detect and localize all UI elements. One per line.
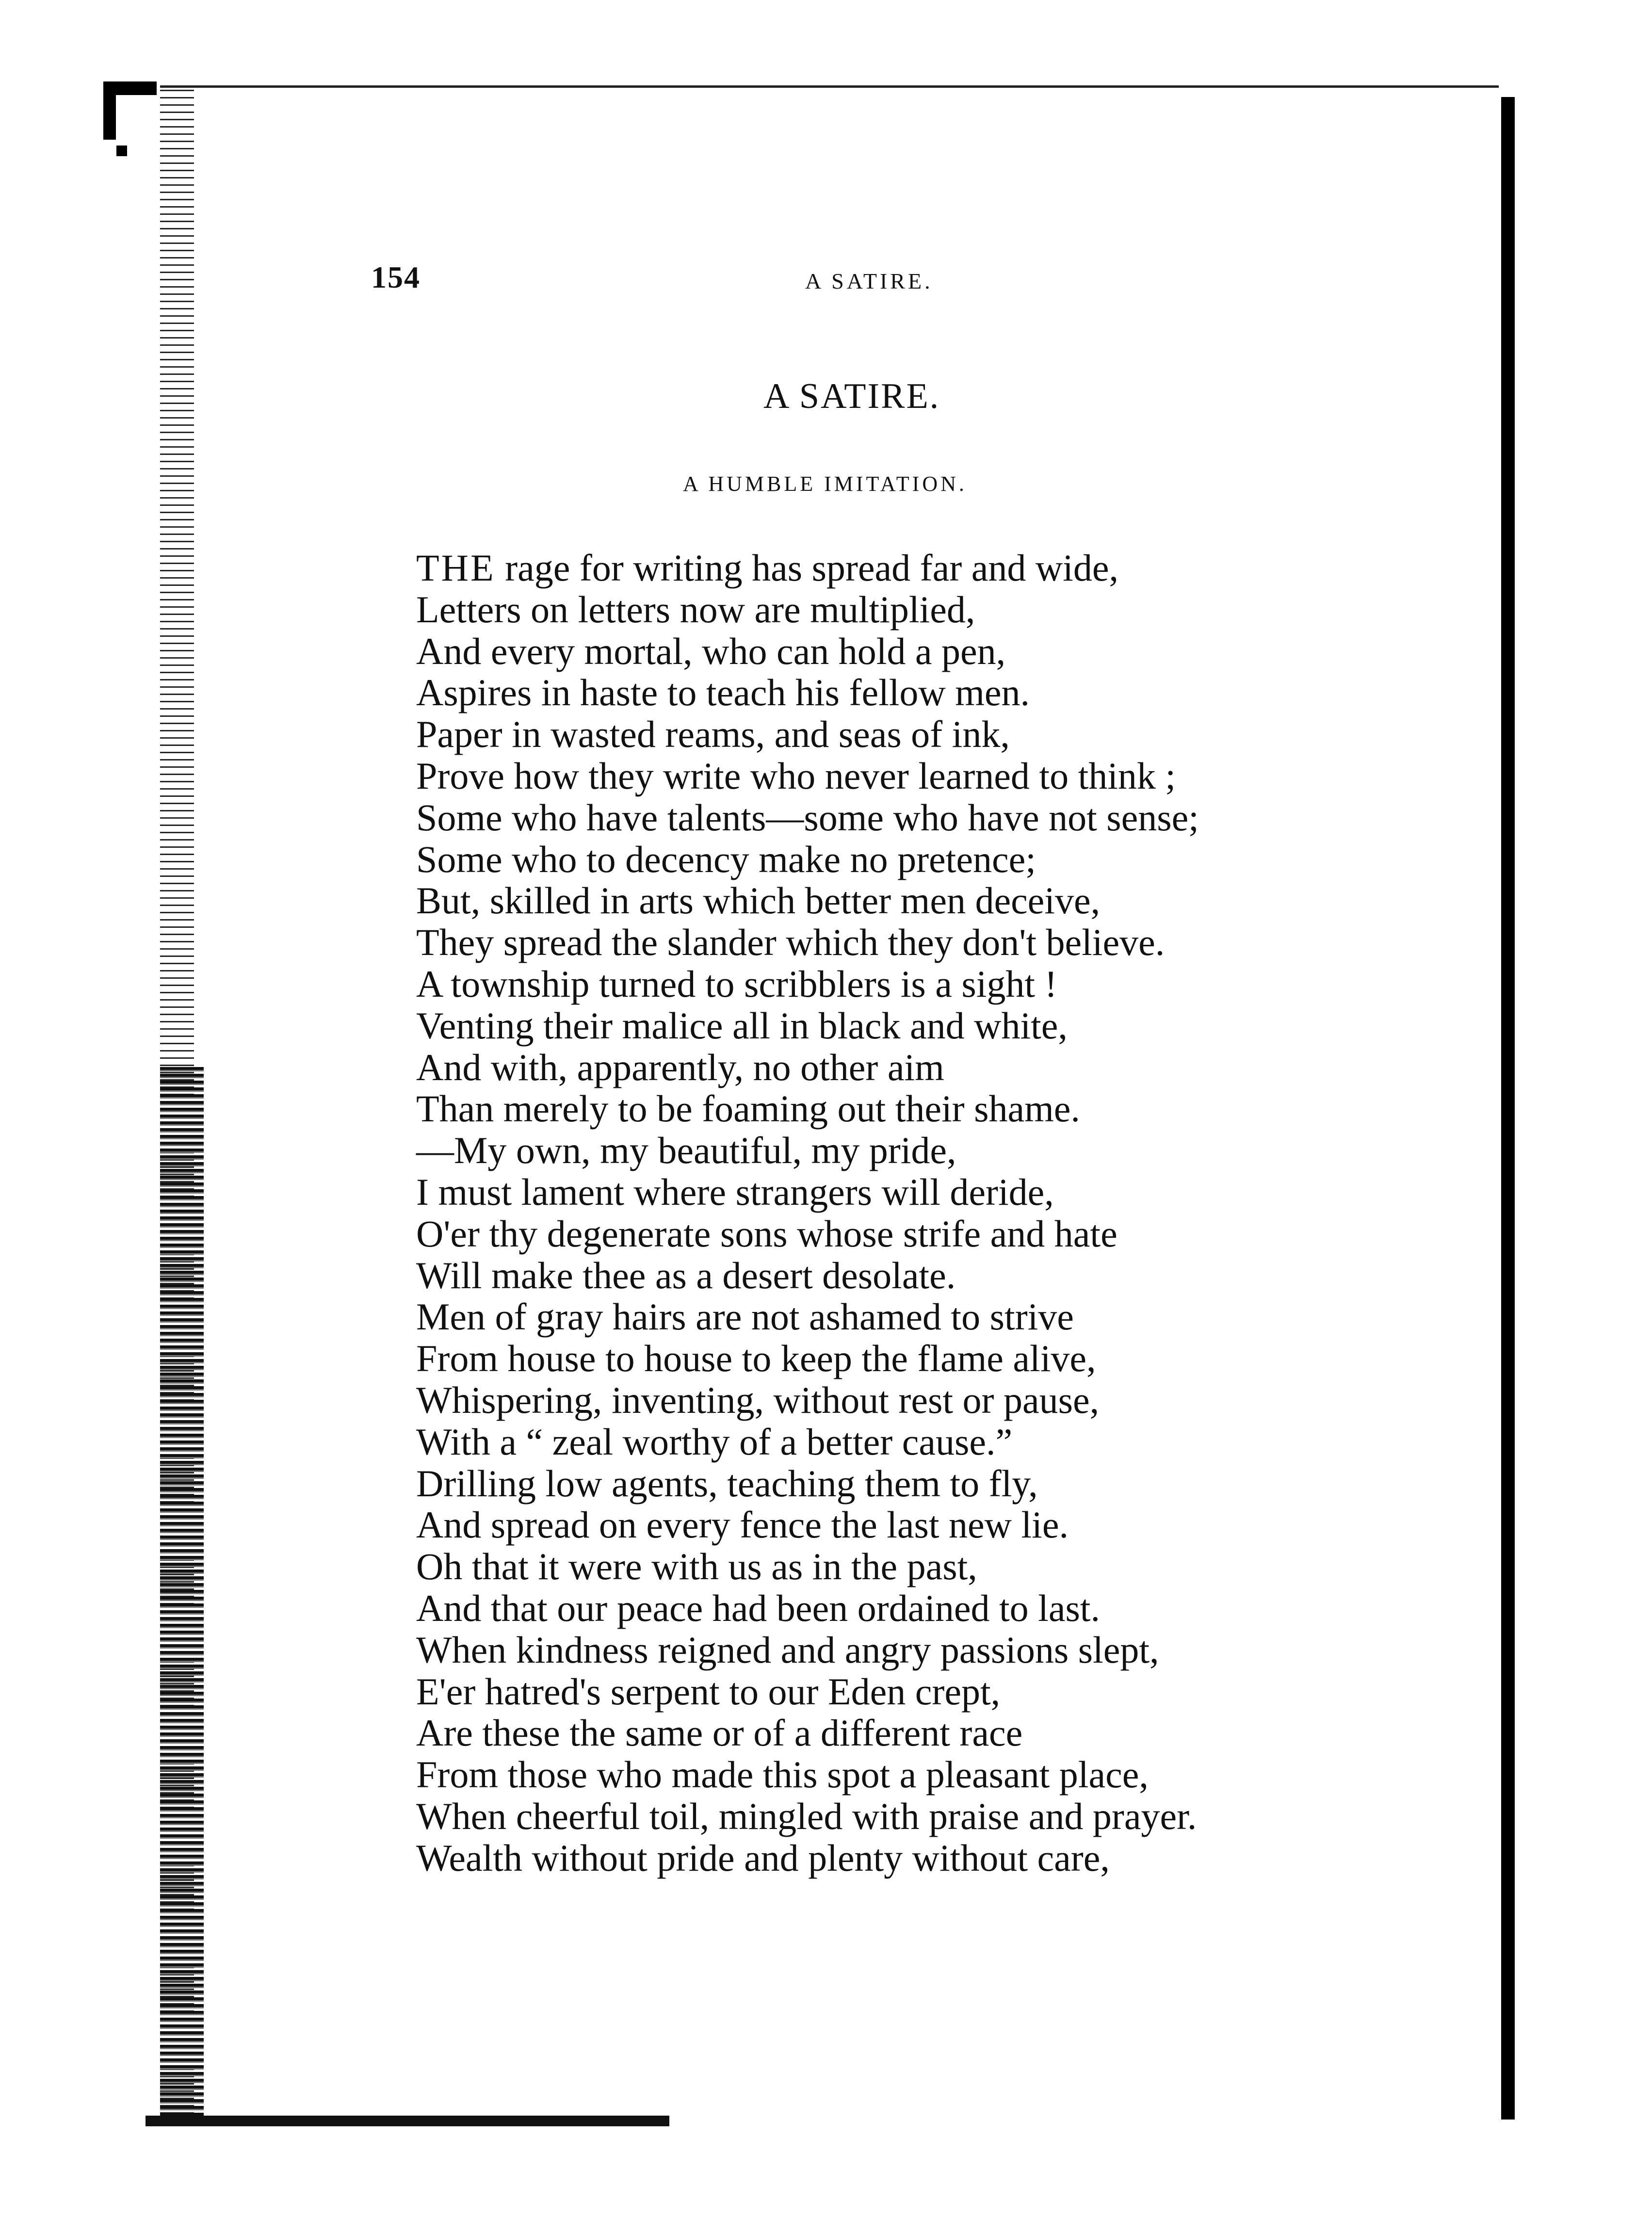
poem-line: Venting their malice all in black and white, [416, 1004, 1068, 1047]
poem-line: When cheerful toil, mingled with praise and prayer. [416, 1795, 1197, 1837]
poem-line: O'er thy degenerate sons whose strife and hate [416, 1212, 1118, 1255]
poem-line: When kindness reigned and angry passions slept, [416, 1628, 1159, 1671]
poem-lead-word: THE [416, 547, 496, 589]
scan-top-rule [160, 85, 1499, 88]
poem-line: —My own, my beautiful, my pride, [416, 1129, 956, 1172]
scan-right-rule [1501, 97, 1515, 2120]
poem-line-text: rage for writing has spread far and wide, [495, 547, 1118, 589]
poem-line: Paper in wasted reams, and seas of ink, [416, 713, 1010, 756]
poem-line: Wealth without pride and plenty without care, [416, 1836, 1110, 1879]
poem-line: But, skilled in arts which better men deceive, [416, 879, 1101, 922]
poem-line: A township turned to scribblers is a sight ! [416, 962, 1057, 1005]
poem-title: A SATIRE. [763, 376, 940, 416]
poem-line: They spread the slander which they don't believe. [416, 921, 1165, 964]
poem-line: Some who to decency make no pretence; [416, 838, 1036, 880]
poem-line: With a “ zeal worthy of a better cause.” [416, 1420, 1013, 1463]
poem-line: I must lament where strangers will deride, [416, 1170, 1054, 1213]
poem-line: From those who made this spot a pleasant place, [416, 1753, 1149, 1796]
poem-line: From house to house to keep the flame alive, [416, 1337, 1096, 1380]
running-head [0, 259, 1652, 303]
poem-line: Prove how they write who never learned to think ; [416, 754, 1176, 797]
poem-body [416, 547, 1386, 1879]
poem-line: And spread on every fence the last new lie. [416, 1504, 1069, 1546]
poem-subtitle: A HUMBLE IMITATION. [683, 472, 967, 496]
running-title: A SATIRE. [805, 269, 933, 293]
poem-line: Men of gray hairs are not ashamed to strive [416, 1295, 1074, 1338]
poem-line: And every mortal, who can hold a pen, [416, 630, 1006, 672]
poem-line: And with, apparently, no other aim [416, 1046, 944, 1088]
poem-line: Some who have talents—some who have not sense; [416, 796, 1199, 839]
poem-line: Will make thee as a desert desolate. [416, 1254, 956, 1296]
poem-line: Aspires in haste to teach his fellow men. [416, 671, 1030, 714]
scan-bottom-rule [146, 2116, 669, 2126]
poem-line: And that our peace had been ordained to last. [416, 1586, 1100, 1629]
page-number: 154 [371, 260, 421, 294]
poem-line: Oh that it were with us as in the past, [416, 1545, 977, 1588]
poem-line: Are these the same or of a different race [416, 1712, 1023, 1754]
scan-corner-mark [103, 81, 157, 95]
poem-line: Letters on letters now are multiplied, [416, 588, 975, 631]
scan-corner-mark [116, 146, 127, 156]
poem-line: Drilling low agents, teaching them to fly, [416, 1462, 1038, 1505]
poem-line: E'er hatred's serpent to our Eden crept, [416, 1670, 1001, 1713]
poem-line: Whispering, inventing, without rest or pause, [416, 1378, 1100, 1421]
poem-line: Than merely to be foaming out their shame. [416, 1087, 1080, 1130]
scan-binding-edge [160, 1067, 204, 2120]
poem-line [416, 547, 1386, 589]
